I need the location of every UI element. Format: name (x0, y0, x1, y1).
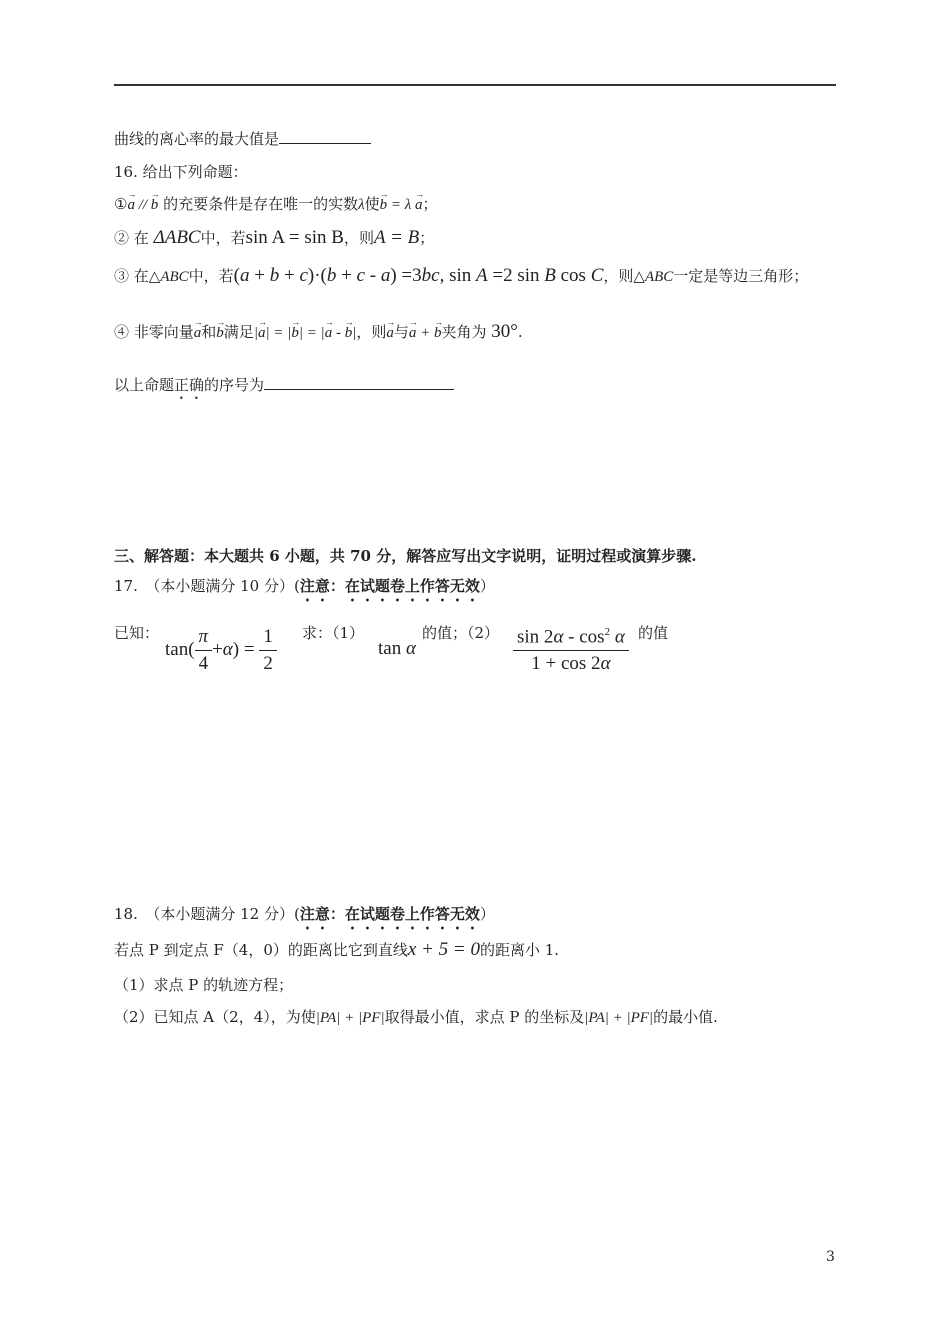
q17-ask: 求：（1） (302, 624, 365, 642)
q16-intro-text: 给出下列命题： (142, 163, 248, 181)
q16-number: 16. (114, 163, 138, 181)
p4-vec-b: → b (216, 325, 224, 341)
ask-dots: 正确 (174, 376, 205, 394)
page-number: 3 (826, 1249, 835, 1265)
header-rule (114, 84, 836, 86)
p4-condition: |→ a| = |→ b| = |→ a - → b| (254, 325, 357, 341)
q15-tail-text: 曲线的离心率的最大值是 (114, 130, 280, 148)
p4-vec-a-2: → a (386, 325, 394, 341)
q16-proposition-3 (114, 266, 808, 287)
p4-vec-sum: → a + → b (409, 325, 442, 341)
p1-mark: ① (114, 195, 128, 213)
q18-part2-a: （2）已知点 A（2，4），为使 (114, 1008, 316, 1026)
p2-mark: ② 在 (114, 229, 149, 247)
q15-tail (114, 128, 371, 149)
p4-vec-a: → a (194, 325, 202, 341)
p2-text-a: 中，若 (200, 229, 246, 247)
ask-text-b: 的序号为 (204, 376, 265, 394)
p1-relation: → b = λ → a (380, 197, 423, 213)
p2-triangle: ΔABC (153, 227, 201, 248)
section3-heading: 三、解答题：本大题共 6 小题，共 70 分，解答应写出文字说明，证明过程或演算步骤. (114, 547, 697, 565)
p4-angle-label: 夹角为 (441, 323, 487, 341)
q18-expr-2: |PA| + |PF| (584, 1010, 654, 1026)
p3-text-a: 中，若 (188, 267, 234, 285)
q17-given-formula: tan( $\frac{\pi}{4}$ +α) = $\frac{1}{2}$ (165, 626, 277, 675)
q17-tail: ） (479, 577, 495, 595)
answer-blank-15[interactable] (279, 128, 371, 144)
ask-text-a: 以上命题 (114, 376, 175, 394)
q18-tail: ） (479, 905, 495, 923)
p3-mark: ③ 在△ (114, 267, 161, 285)
q17-given-label: 已知： (114, 624, 160, 642)
q17-header (114, 576, 495, 605)
q18-stem (114, 940, 559, 960)
p1-text-a: 的充要条件是存在唯一的实数 (163, 195, 359, 213)
q17-head: 17. （本小题满分 10 分）( (114, 577, 300, 595)
q18-note: 注意：在试题卷上作答无效 (299, 905, 480, 923)
q17-value2: 的值 (638, 624, 669, 642)
q17-tan-alpha: tan α (378, 638, 416, 659)
p4-end: . (517, 323, 523, 341)
q17-fraction: $\frac{\sin 2\alpha - \cos^2 \alpha}{1 + \cos 2\alpha}$ (513, 626, 629, 675)
p1-vector-expr: → a // → b (127, 197, 158, 213)
p3-text-c: 一定是等边三角形； (673, 267, 809, 285)
p3-text-b: ，则△ (603, 267, 645, 285)
p4-then: ，则 (356, 323, 387, 341)
p1-text-b: 使 (364, 195, 380, 213)
q18-part1: （1）求点 P 的轨迹方程； (114, 976, 294, 994)
q18-stem-b: 的距离小 1. (479, 941, 560, 959)
q16-proposition-2 (114, 228, 434, 248)
p3-condition: (a + b + c)·(b + c - a) =3bc, sin A =2 sin B cos C (233, 265, 604, 286)
p4-and: 和 (201, 323, 217, 341)
q18-line-eq: x + 5 = 0 (407, 939, 480, 960)
p4-mark: ④ 非零向量 (114, 323, 194, 341)
p2-end: ； (419, 229, 435, 247)
q16-ask (114, 374, 454, 403)
p4-degree: 30° (491, 321, 518, 342)
q18-part2 (114, 1007, 718, 1028)
q16-proposition-1: ①→ a // → b 的充要条件是存在唯一的实数λ使→ b = λ → a； (114, 194, 438, 215)
p3-triangle: ABC (160, 269, 189, 285)
q18-stem-a: 若点 P 到定点 F（4，0）的距离比它到直线 (114, 941, 408, 959)
q18-part2-c: 的最小值. (653, 1008, 718, 1026)
q18-part2-b: 取得最小值，求点 P 的坐标及 (384, 1008, 585, 1026)
q17-note: 注意：在试题卷上作答无效 (299, 577, 480, 595)
q18-expr-1: |PA| + |PF| (315, 1010, 385, 1026)
q16-proposition-4 (114, 322, 523, 343)
p1-lambda: λ (358, 197, 365, 213)
q18-header (114, 904, 495, 933)
p4-satisfy: 满足 (223, 323, 254, 341)
p2-condition: sin A = sin B (245, 227, 344, 248)
p3-triangle-2: ABC (644, 269, 674, 285)
p4-with: 与 (393, 323, 409, 341)
q18-head: 18. （本小题满分 12 分）( (114, 905, 300, 923)
q16-intro (114, 162, 248, 182)
p2-text-b: ，则 (343, 229, 374, 247)
p2-result: A = B (374, 227, 420, 248)
q17-value1: 的值；（2） (422, 624, 500, 642)
answer-blank-16[interactable] (264, 374, 454, 390)
